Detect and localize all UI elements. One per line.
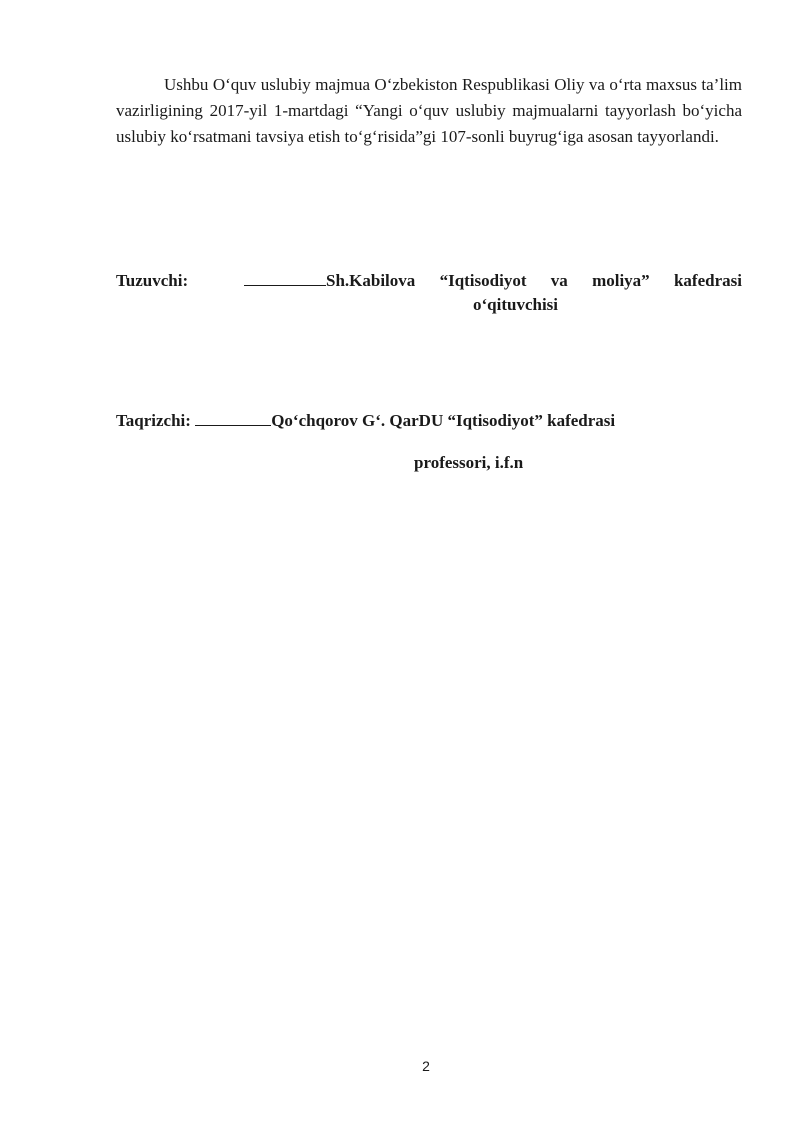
author-dept-word: moliya”: [592, 271, 650, 290]
author-position: o‘qituvchisi: [473, 295, 559, 314]
reviewer-line: [116, 410, 615, 432]
reviewer-title: professori, i.f.n: [414, 453, 524, 472]
reviewer-label: Taqrizchi:: [116, 411, 191, 430]
author-label: Tuzuvchi:: [116, 271, 189, 290]
author-dept-word: kafedrasi: [673, 271, 742, 290]
author-line: [116, 270, 742, 292]
author-name: Sh.Kabilova: [326, 271, 416, 290]
author-dept-word: va: [550, 271, 568, 290]
author-details: [326, 270, 742, 292]
reviewer-details: Qo‘chqorov G‘. QarDU “Iqtisodiyot” kafedrasi: [271, 411, 616, 430]
reviewer-signature-blank: [195, 411, 271, 426]
author-signature-blank: [244, 271, 326, 286]
intro-paragraph: Ushbu O‘quv uslubiy majmua O‘zbekiston Respublikasi Oliy va o‘rta maxsus ta’lim vazirligining 2017-yil 1-martdagi “Yangi o‘quv uslubiy majmualarni tayyorlash bo‘yicha uslubiy ko‘rsatmani tavsiya etish to‘g‘risida”gi 107-sonli buyrug‘iga asosan tayyorlandi.: [116, 75, 742, 146]
author-dept-word: “Iqtisodiyot: [439, 271, 527, 290]
page-number: 2: [422, 1058, 430, 1074]
